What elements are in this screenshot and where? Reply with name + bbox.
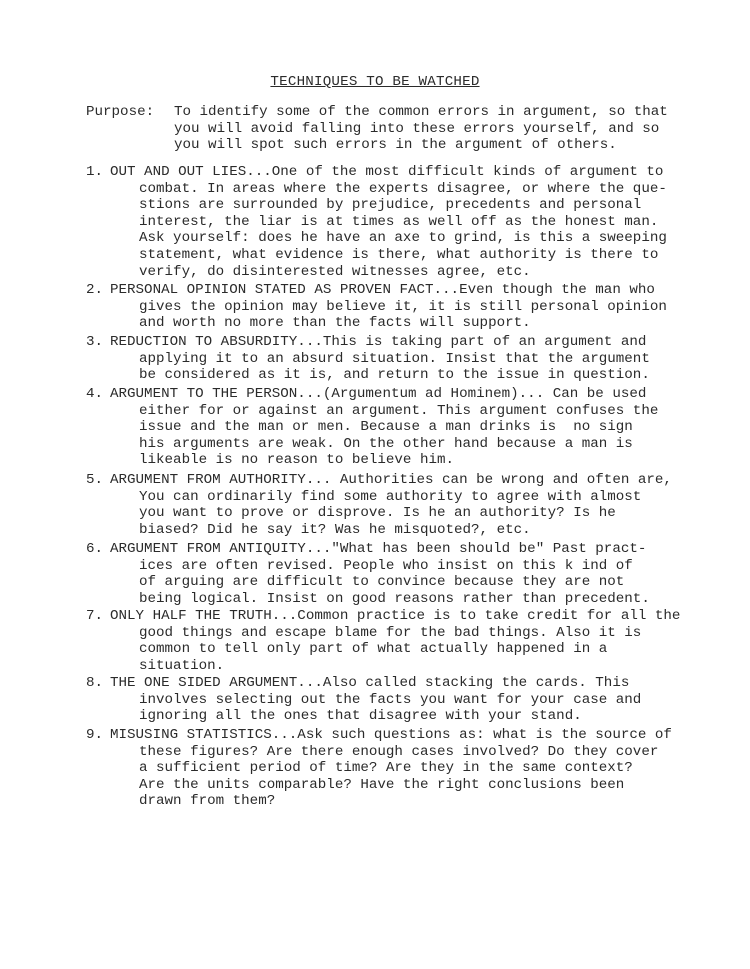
item-number: 3. bbox=[86, 334, 104, 350]
item-line: likeable is no reason to believe him. bbox=[139, 452, 455, 469]
technique-item-1 bbox=[86, 164, 726, 280]
item-line: you want to prove or disprove. Is he an authority? Is he bbox=[139, 505, 616, 522]
item-line: and worth no more than the facts will support. bbox=[139, 315, 531, 332]
item-line: involves selecting out the facts you want for your case and bbox=[139, 691, 642, 708]
purpose-text bbox=[174, 104, 734, 154]
item-number: 6. bbox=[86, 541, 104, 557]
item-line: ARGUMENT FROM ANTIQUITY..."What has been should be" Past pract- bbox=[110, 541, 647, 557]
item-line: ARGUMENT TO THE PERSON...(Argumentum ad Hominem)... Can be used bbox=[110, 386, 647, 402]
item-line: applying it to an absurd situation. Insist that the argument bbox=[139, 350, 650, 367]
item-line: a sufficient period of time? Are they in the same context? bbox=[139, 760, 633, 777]
item-line: gives the opinion may believe it, it is still personal opinion bbox=[139, 298, 667, 315]
item-line: his arguments are weak. On the other hand because a man is bbox=[139, 435, 633, 452]
item-line: be considered as it is, and return to the issue in question. bbox=[139, 367, 650, 384]
purpose-line: you will spot such errors in the argument of others. bbox=[174, 137, 617, 154]
item-line: either for or against an argument. This argument confuses the bbox=[139, 402, 659, 419]
technique-item-9 bbox=[86, 727, 726, 810]
item-line: biased? Did he say it? Was he misquoted?, etc. bbox=[139, 521, 531, 538]
item-line: REDUCTION TO ABSURDITY...This is taking part of an argument and bbox=[110, 334, 647, 350]
item-line: combat. In areas where the experts disagree, or where the que- bbox=[139, 180, 667, 197]
item-line: being logical. Insist on good reasons rather than precedent. bbox=[139, 590, 650, 607]
item-line: of arguing are difficult to convince because they are not bbox=[139, 574, 625, 591]
item-number: 9. bbox=[86, 727, 104, 743]
item-line: situation. bbox=[139, 657, 225, 674]
item-line: ices are often revised. People who insist on this k ind of bbox=[139, 557, 633, 574]
item-line: MISUSING STATISTICS...Ask such questions as: what is the source of bbox=[110, 727, 672, 743]
item-line: issue and the man or men. Because a man drinks is no sign bbox=[139, 419, 633, 436]
item-line: PERSONAL OPINION STATED AS PROVEN FACT...Even though the man who bbox=[110, 282, 655, 298]
purpose-label: Purpose: bbox=[86, 104, 155, 120]
item-line: common to tell only part of what actually happened in a bbox=[139, 641, 608, 658]
purpose-line: you will avoid falling into these errors yourself, and so bbox=[174, 120, 660, 137]
item-number: 8. bbox=[86, 675, 104, 691]
technique-item-5 bbox=[86, 472, 726, 538]
item-line: OUT AND OUT LIES...One of the most difficult kinds of argument to bbox=[110, 164, 664, 180]
technique-item-8 bbox=[86, 675, 726, 725]
item-line: Are the units comparable? Have the right conclusions been bbox=[139, 776, 625, 793]
item-line: drawn from them? bbox=[139, 793, 276, 810]
item-number: 5. bbox=[86, 472, 104, 488]
technique-item-6 bbox=[86, 541, 726, 607]
item-number: 7. bbox=[86, 608, 104, 624]
item-line: ONLY HALF THE TRUTH...Common practice is to take credit for all the bbox=[110, 608, 681, 624]
technique-item-3 bbox=[86, 334, 726, 384]
page-title: TECHNIQUES TO BE WATCHED bbox=[270, 74, 480, 90]
technique-item-4 bbox=[86, 386, 726, 469]
technique-item-2 bbox=[86, 282, 726, 332]
purpose-line: To identify some of the common errors in argument, so that bbox=[174, 104, 668, 120]
item-line: Ask yourself: does he have an axe to grind, is this a sweeping bbox=[139, 230, 667, 247]
item-number: 2. bbox=[86, 282, 104, 298]
item-line: You can ordinarily find some authority to agree with almost bbox=[139, 488, 642, 505]
item-line: stions are surrounded by prejudice, precedents and personal bbox=[139, 197, 642, 214]
item-line: verify, do disinterested witnesses agree, etc. bbox=[139, 263, 531, 280]
item-line: THE ONE SIDED ARGUMENT...Also called stacking the cards. This bbox=[110, 675, 630, 691]
item-line: these figures? Are there enough cases involved? Do they cover bbox=[139, 743, 659, 760]
item-line: ARGUMENT FROM AUTHORITY... Authorities can be wrong and often are, bbox=[110, 472, 672, 488]
technique-item-7 bbox=[86, 608, 726, 674]
item-number: 4. bbox=[86, 386, 104, 402]
item-line: ignoring all the ones that disagree with your stand. bbox=[139, 708, 582, 725]
item-number: 1. bbox=[86, 164, 104, 180]
item-line: good things and escape blame for the bad things. Also it is bbox=[139, 624, 642, 641]
item-line: statement, what evidence is there, what authority is there to bbox=[139, 246, 659, 263]
item-line: interest, the liar is at times as well off as the honest man. bbox=[139, 213, 659, 230]
